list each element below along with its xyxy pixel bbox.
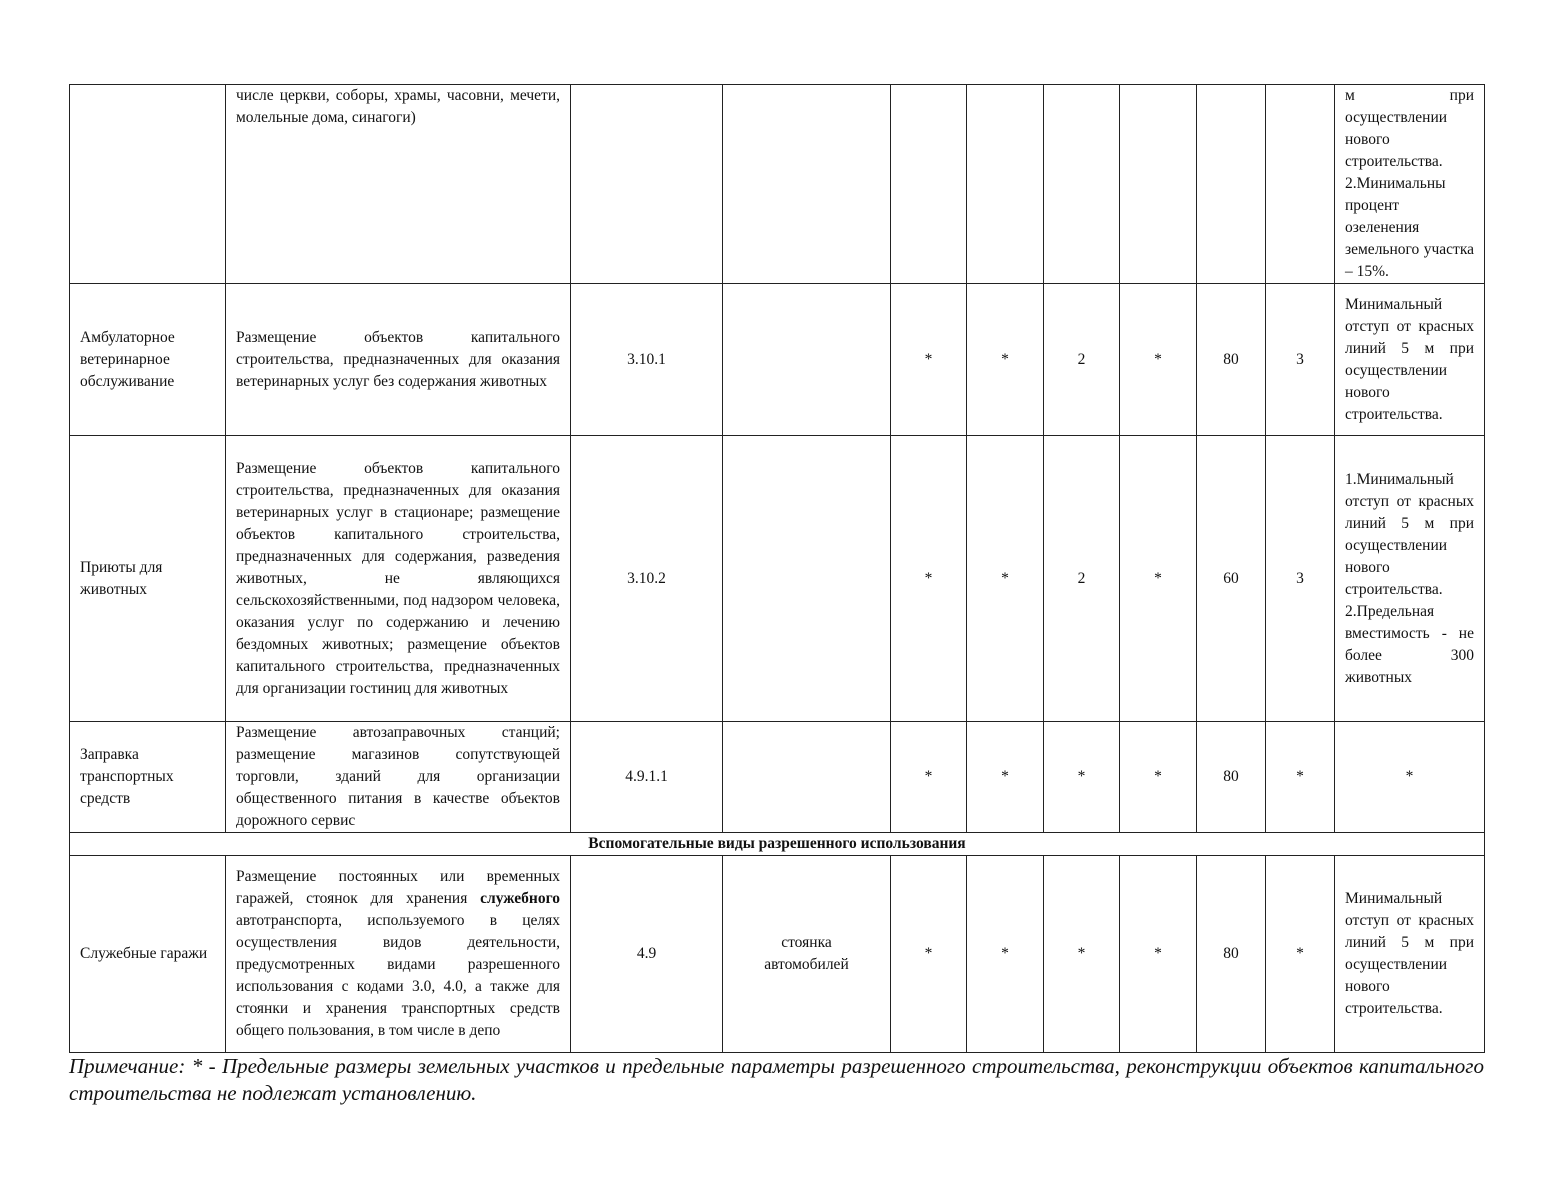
param-cell: * — [891, 284, 967, 436]
param-cell: * — [1266, 856, 1335, 1053]
param-cell: * — [1120, 284, 1197, 436]
param-cell: * — [967, 722, 1044, 833]
param-cell — [891, 85, 967, 284]
use-code-cell: 3.10.1 — [571, 284, 723, 436]
description-bold-text: служебного — [480, 890, 560, 907]
use-code-cell: 3.10.2 — [571, 436, 723, 722]
use-name-cell — [70, 85, 226, 284]
param-cell: 3 — [1266, 436, 1335, 722]
param-cell: 80 — [1197, 284, 1266, 436]
param-cell: 80 — [1197, 856, 1266, 1053]
note-cell: м при осуществлении нового строительства. 2.Минимальны процент озеленения земельного участка – 15%. — [1335, 85, 1485, 284]
param-cell: * — [891, 722, 967, 833]
footnote: Примечание: * - Предельные размеры земельных участков и предельные параметры разрешенного строительства, реконструкции объектов капитального строительства не подлежат установлению. — [69, 1054, 1484, 1105]
permitted-use-cell — [723, 284, 891, 436]
param-cell: * — [1044, 722, 1120, 833]
zoning-table — [69, 84, 1485, 1053]
param-cell: 80 — [1197, 722, 1266, 833]
permitted-use-cell — [723, 85, 891, 284]
use-description-cell: Размещение автозаправочных станций; размещение магазинов сопутствующей торговли, зданий для организации общественного питания в качестве объектов дорожного сервис — [226, 722, 571, 833]
param-cell: * — [891, 856, 967, 1053]
param-cell: 2 — [1044, 436, 1120, 722]
permitted-use-cell — [723, 436, 891, 722]
param-cell: * — [1266, 722, 1335, 833]
use-name-cell: Служебные гаражи — [70, 856, 226, 1053]
table-row — [70, 722, 1485, 833]
use-description-cell: Размещение объектов капитального строительства, предназначенных для оказания ветеринарных услуг без содержания животных — [226, 284, 571, 436]
note-cell: Минимальный отступ от красных линий 5 м при осуществлении нового строительства. — [1335, 856, 1485, 1053]
param-cell — [967, 85, 1044, 284]
use-description-cell: Размещение объектов капитального строительства, предназначенных для оказания ветеринарных услуг в стационаре; размещение объектов капитального строительства, предназначенных для содержания, разведения животных, не являющихся сельскохозяйственными, под надзором человека, оказания услуг по содержанию и лечению бездомных животных; размещение объектов капитального строительства, предназначенных для организации гостиниц для животных — [226, 436, 571, 722]
description-text: автотранспорта, используемого в целях осуществления видов деятельности, предусмотренных видами разрешенного использования с кодами 3.0, 4.0, а также для стоянки и хранения транспортных средств общего пользования, в том числе в депо — [236, 912, 560, 1039]
use-name-cell: Амбулаторное ветеринарное обслуживание — [70, 284, 226, 436]
description-text: Размещение постоянных или временных гаражей, стоянок для хранения — [236, 868, 560, 907]
section-title: Вспомогательные виды разрешенного использования — [70, 833, 1485, 856]
use-code-cell: 4.9.1.1 — [571, 722, 723, 833]
param-cell: 2 — [1044, 284, 1120, 436]
permitted-use-cell: стоянка автомобилей — [723, 856, 891, 1053]
section-row — [70, 833, 1485, 856]
param-cell: 60 — [1197, 436, 1266, 722]
param-cell: 3 — [1266, 284, 1335, 436]
param-cell — [1044, 85, 1120, 284]
param-cell — [1120, 85, 1197, 284]
param-cell: * — [891, 436, 967, 722]
param-cell — [1197, 85, 1266, 284]
table-row — [70, 856, 1485, 1053]
use-description-cell: числе церкви, соборы, храмы, часовни, мечети, молельные дома, синагоги) — [226, 85, 571, 284]
permitted-use-cell — [723, 722, 891, 833]
table-row — [70, 85, 1485, 284]
use-code-cell — [571, 85, 723, 284]
use-name-cell: Приюты для животных — [70, 436, 226, 722]
param-cell: * — [1120, 722, 1197, 833]
note-cell: Минимальный отступ от красных линий 5 м при осуществлении нового строительства. — [1335, 284, 1485, 436]
param-cell — [1266, 85, 1335, 284]
param-cell: * — [967, 856, 1044, 1053]
use-description-cell — [226, 856, 571, 1053]
use-code-cell: 4.9 — [571, 856, 723, 1053]
note-cell: * — [1335, 722, 1485, 833]
param-cell: * — [967, 284, 1044, 436]
table-row — [70, 436, 1485, 722]
note-cell: 1.Минимальный отступ от красных линий 5 м при осуществлении нового строительства. 2.Предельная вместимость - не более 300 животных — [1335, 436, 1485, 722]
param-cell: * — [967, 436, 1044, 722]
param-cell: * — [1120, 856, 1197, 1053]
use-name-cell: Заправка транспортных средств — [70, 722, 226, 833]
table-row — [70, 284, 1485, 436]
param-cell: * — [1044, 856, 1120, 1053]
param-cell: * — [1120, 436, 1197, 722]
